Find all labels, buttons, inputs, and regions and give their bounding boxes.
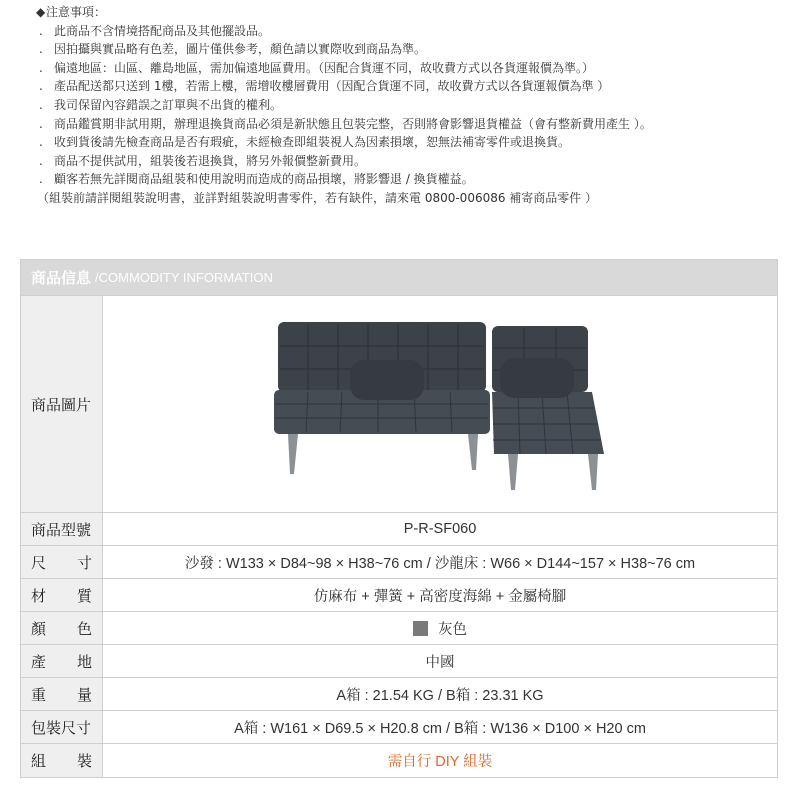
size-label (21, 546, 103, 578)
note-item (28, 133, 788, 152)
note-item (28, 152, 788, 171)
note-item (28, 59, 788, 78)
header-title-en: /COMMODITY INFORMATION (95, 270, 273, 285)
bullet-icon: . (39, 60, 43, 75)
commodity-info-table (20, 259, 778, 778)
weight-label-char: 重 (31, 685, 47, 704)
note-item (28, 77, 788, 96)
size-label-char: 寸 (76, 553, 92, 572)
spec-row-size (21, 546, 777, 579)
weight-label (21, 678, 103, 710)
material-value: 仿麻布 + 彈簧 + 高密度海綿 + 金屬椅腳 (313, 588, 567, 605)
color-label-char: 色 (76, 619, 92, 638)
commodity-info-header (21, 260, 777, 296)
spec-row-origin (21, 645, 777, 678)
header-title-zh: 商品信息 (31, 270, 92, 287)
note-item (28, 96, 788, 115)
note-text: 因拍攝與實品略有色差，圖片僅供參考，顏色請以實際收到商品為準。 (54, 42, 427, 57)
note-text: 顧客若無先詳閱商品組裝和使用說明而造成的商品損壞，將影響退 / 換貨權益。 (54, 172, 474, 187)
size-label-char: 尺 (31, 553, 47, 572)
notes-section (28, 3, 788, 208)
note-item (28, 40, 788, 59)
spec-row-model (21, 513, 777, 546)
bullet-icon: . (39, 97, 43, 112)
spec-row-package-size (21, 711, 777, 744)
model-label: 商品型號 (21, 513, 103, 545)
note-item (28, 22, 788, 41)
spec-row-assembly (21, 744, 777, 777)
spec-row-weight (21, 678, 777, 711)
diamond-icon: ◆ (36, 5, 46, 19)
notes-title-row (28, 3, 788, 22)
spec-row-color (21, 612, 777, 645)
origin-label-char: 地 (76, 652, 92, 671)
spec-row-material (21, 579, 777, 612)
product-image-label: 商品圖片 (21, 296, 103, 512)
color-label-char: 顏 (31, 619, 47, 638)
sofa-image (270, 304, 610, 504)
bullet-icon: . (39, 135, 43, 150)
package-size-value: A箱 : W161 × D69.5 × H20.8 cm / B箱 : W136 × D100 × H20 cm (234, 720, 646, 737)
note-item (28, 115, 788, 134)
product-image-row (21, 296, 777, 513)
bullet-icon: . (39, 79, 43, 94)
origin-label (21, 645, 103, 677)
assembly-label (21, 744, 103, 777)
bullet-icon: . (39, 23, 43, 38)
color-swatch (413, 621, 428, 636)
origin-label-char: 產 (31, 652, 47, 671)
notes-footer: （組裝前請詳閱組裝說明書，並詳對組裝說明書零件，若有缺件，請來電 0800-006086 補寄商品零件 ） (37, 190, 598, 205)
product-image-cell (103, 296, 777, 512)
note-text: 偏遠地區：山區、離島地區，需加偏遠地區費用。（因配合貨運不同，故收費方式以各貨運報價為準。） (54, 60, 595, 75)
note-text: 收到貨後請先檢查商品是否有瑕疵，未經檢查即組裝視人為因素損壞，恕無法補寄零件或退換貨。 (54, 135, 571, 150)
bullet-icon: . (39, 116, 43, 131)
origin-value: 中國 (425, 654, 455, 671)
assembly-label-char: 組 (31, 752, 47, 770)
bullet-icon: . (39, 42, 43, 57)
bullet-icon: . (39, 153, 43, 168)
weight-value: A箱 : 21.54 KG / B箱 : 23.31 KG (336, 687, 544, 704)
assembly-value: 需自行 DIY 組裝 (387, 754, 493, 770)
bullet-icon: . (39, 172, 43, 187)
material-label-char: 質 (76, 586, 92, 605)
model-value: P-R-SF060 (403, 521, 477, 537)
note-item (28, 170, 788, 189)
notes-title: 注意事項： (46, 5, 107, 19)
assembly-label-char: 裝 (76, 752, 92, 770)
material-label-char: 材 (31, 586, 47, 605)
package-size-label: 包裝尺寸 (21, 711, 103, 743)
note-text: 此商品不含情境搭配商品及其他擺設品。 (54, 23, 271, 38)
note-text: 商品不提供試用，組裝後若退換貨，將另外報價整新費用。 (54, 153, 367, 168)
note-text: 產品配送都只送到 1樓，若需上樓，需增收樓層費用（因配合貨運不同，故收費方式以各貨運報價為準 ） (54, 79, 610, 94)
color-value: 灰色 (438, 621, 467, 638)
note-text: 商品鑑賞期非試用期，辦理退換貨商品必須是新狀態且包裝完整，否則將會影響退貨權益（會有整新費用產生 ）。 (54, 116, 652, 131)
color-value-cell (103, 612, 777, 644)
note-text: 我司保留內容錯誤之訂單與不出貨的權利。 (54, 97, 283, 112)
color-label (21, 612, 103, 644)
size-value: 沙發 : W133 × D84~98 × H38~76 cm / 沙龍床 : W66 × D144~157 × H38~76 cm (184, 555, 696, 572)
weight-label-char: 量 (76, 685, 92, 704)
material-label (21, 579, 103, 611)
